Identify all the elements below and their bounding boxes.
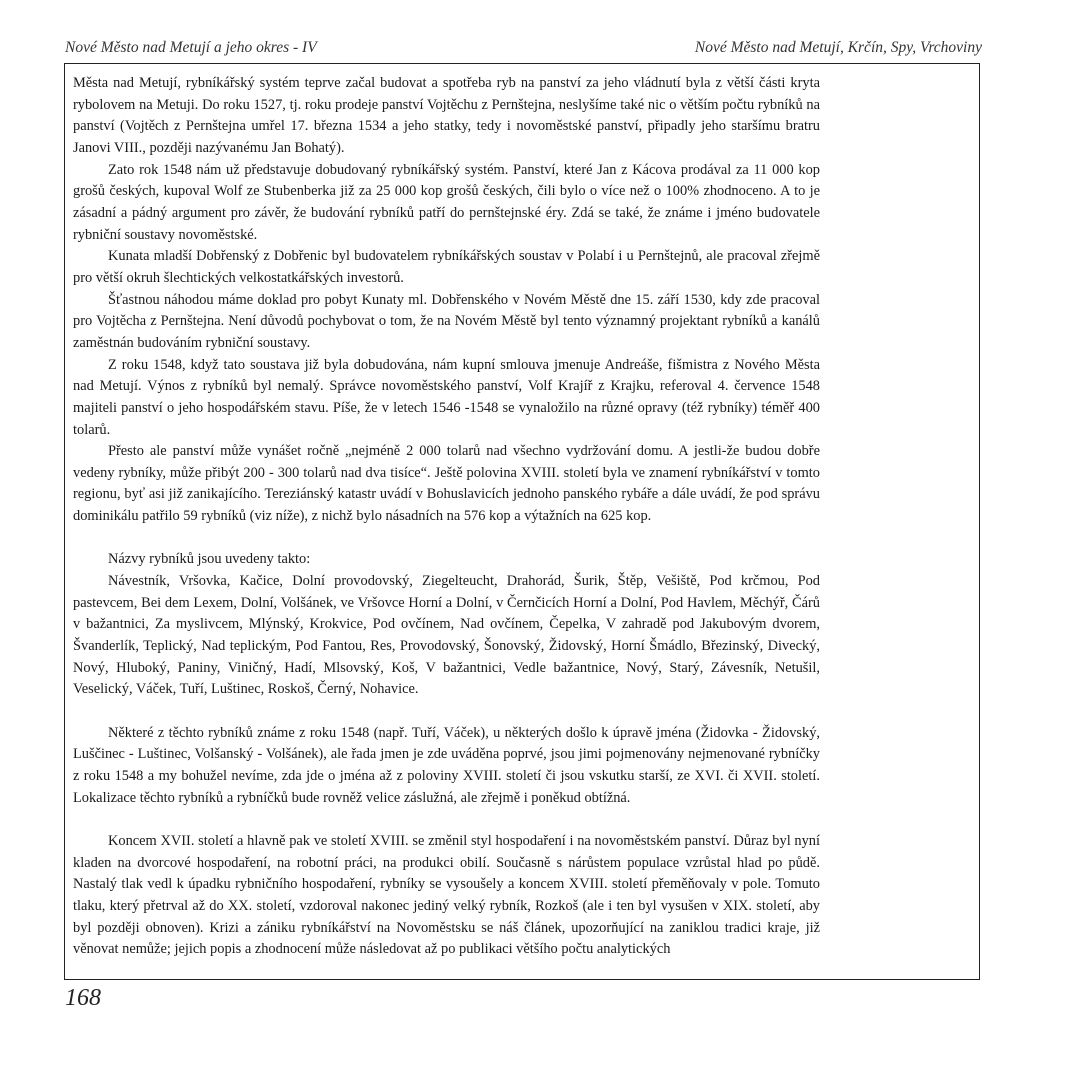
paragraph-3: Kunata mladší Dobřenský z Dobřenic byl budovatelem rybníkářských soustav v Polabí i u Pernštejnů, ale pracoval zřejmě pro větší okruh šlechtických velkostatkářských investorů.	[73, 248, 820, 286]
paragraph-6: Přesto ale panství může vynášet ročně „nejméně 2 000 tolarů nad všechno vydržování domu. A jestli-že budou dobře vedeny rybníky, může přibýt 200 - 300 tolarů nad dva tisíce“. Ještě polovina XVIII. století byla ve znamení rybníkářství v tomto regionu, byť asi již zanikajícího. Tereziánský katastr uvádí v Bohuslavicích jednoho panského rybáře a dále uvádí, že pod správu dominikálu patřilo 59 rybníků (viz níže), z nichž bylo násadních na 576 kop a výtažních na 625 kop.	[73, 443, 820, 525]
paragraph-2: Zato rok 1548 nám už představuje dobudovaný rybníkářský systém. Panství, které Jan z Kácova prodával za 11 000 kop grošů českých, kupoval Wolf ze Stubenberka již za 25 000 kop grošů českých, čili bylo o více než o 100% zhodnoceno. A to je zásadní a pádný argument pro závěr, že budování rybníků patří do pernštejnské éry. Zdá se také, že známe i jméno budovatele rybniční soustavy novoměstské.	[73, 161, 820, 243]
pond-list-intro: Názvy rybníků jsou uvedeny takto:	[108, 551, 311, 568]
body-text	[73, 73, 820, 961]
pond-list: Návestník, Vršovka, Kačice, Dolní provodovský, Ziegelteucht, Drahorád, Šurik, Štěp, Vešiště, Pod krčmou, Pod pastevcem, Bei dem Lexem, Dolní, Volšánek, ve Vršovce Horní a Dolní, v Černčicích Horní a Dolní, Pod Havlem, Měchýř, Čárů v bažantnici, Za myslivcem, Mlýnský, Krokvice, Pod ovčínem, Nad ovčínem, Čepelka, V zahradě pod Jakubovým dvorem, Švanderlík, Teplický, Nad teplickým, Pod Fantou, Res, Provodovský, Šonovský, Židovský, Horní Šmádlo, Březinský, Divecký, Nový, Hluboký, Paniny, Viničný, Hadí, Mlsovský, Koš, V bažantnici, Vedle bažantnice, Nový, Starý, Závesník, Netušil, Veselický, Váček, Tuří, Luštinec, Roskoš, Černý, Nohavice.	[73, 573, 820, 698]
running-head-left: Nové Město nad Metují a jeho okres - IV	[65, 39, 317, 56]
paragraph-1: Města nad Metují, rybníkářský systém teprve začal budovat a spotřeba ryb na panství za jeho vládnutí byla z větší části kryta rybolovem na Metuji. Do roku 1527, tj. roku prodeje panství Vojtěchu z Pernštejna, neslyšíme také nic o větším počtu rybníků na panství (Vojtěch z Pernštejna umřel 17. března 1534 a jeho statky, tedy i novoměstské panství, připadly jeho staršímu bratru Janovi VIII., později nazývanému Jan Bohatý).	[73, 75, 820, 156]
text-frame	[64, 63, 980, 980]
paragraph-10: Koncem XVII. století a hlavně pak ve století XVIII. se změnil styl hospodaření i na novoměstském panství. Důraz byl nyní kladen na dvorcové hospodaření, na robotní práci, na produkci obilí. Současně s nárůstem populace vzrůstal hlad po půdě. Nastalý tlak vedl k úpadku rybničního hospodaření, rybníky se vysoušely a koncem XVIII. století přeměňovaly v pole. Tomuto tlaku, který přetrval až do XX. století, vzdoroval nakonec jediný velký rybník, Rozkoš (ale i ten byl vysušen v XIX. století, aby byl později obnoven). Krizi a zániku rybníkářství na Novoměstsku se náš článek, upozorňující na zaniklou tradici kraje, již věnovat nemůže; jejich popis a zhodnocení může následovat až po publikaci většího počtu analytických	[73, 832, 820, 958]
paragraph-5: Z roku 1548, když tato soustava již byla dobudována, nám kupní smlouva jmenuje Andreáše, fišmistra z Nového Města nad Metují. Výnos z rybníků byl nemalý. Správce novoměstského panství, Volf Krajíř z Krajku, referoval 4. července 1548 majiteli panství o jeho hospodářském stavu. Píše, že v letech 1546 -1548 se vynaložilo na různé opravy (též rybníky) téměř 400 tolarů.	[73, 356, 820, 438]
paragraph-4: Šťastnou náhodou máme doklad pro pobyt Kunaty ml. Dobřenského v Novém Městě dne 15. září 1530, kdy zde pracoval pro Vojtěcha z Pernštejna. Není důvodů pochybovat o tom, že na Novém Městě byl tento významný projektant rybníků a kanálů zaměstnán budováním rybniční soustavy.	[73, 291, 820, 351]
paragraph-9: Některé z těchto rybníků známe z roku 1548 (např. Tuří, Váček), u některých došlo k úpravě jména (Židovka - Židovský, Luščinec - Luštinec, Volšanský - Volšánek), ale řada jmen je zde uváděna poprvé, jsou jimi pojmenovány nejmenované rybníčky z roku 1548 a my bohužel nevíme, zda jde o jména až z poloviny XVIII. století či jsou vskutku starší, ze XVI. či XVII. století. Lokalizace těchto rybníků a rybníčků bude rovněž velice záslužná, ale zřejmě i poněkud obtížná.	[73, 724, 820, 806]
running-head-right: Nové Město nad Metují, Krčín, Spy, Vrchoviny	[694, 39, 982, 56]
page-number: 168	[65, 985, 101, 1011]
